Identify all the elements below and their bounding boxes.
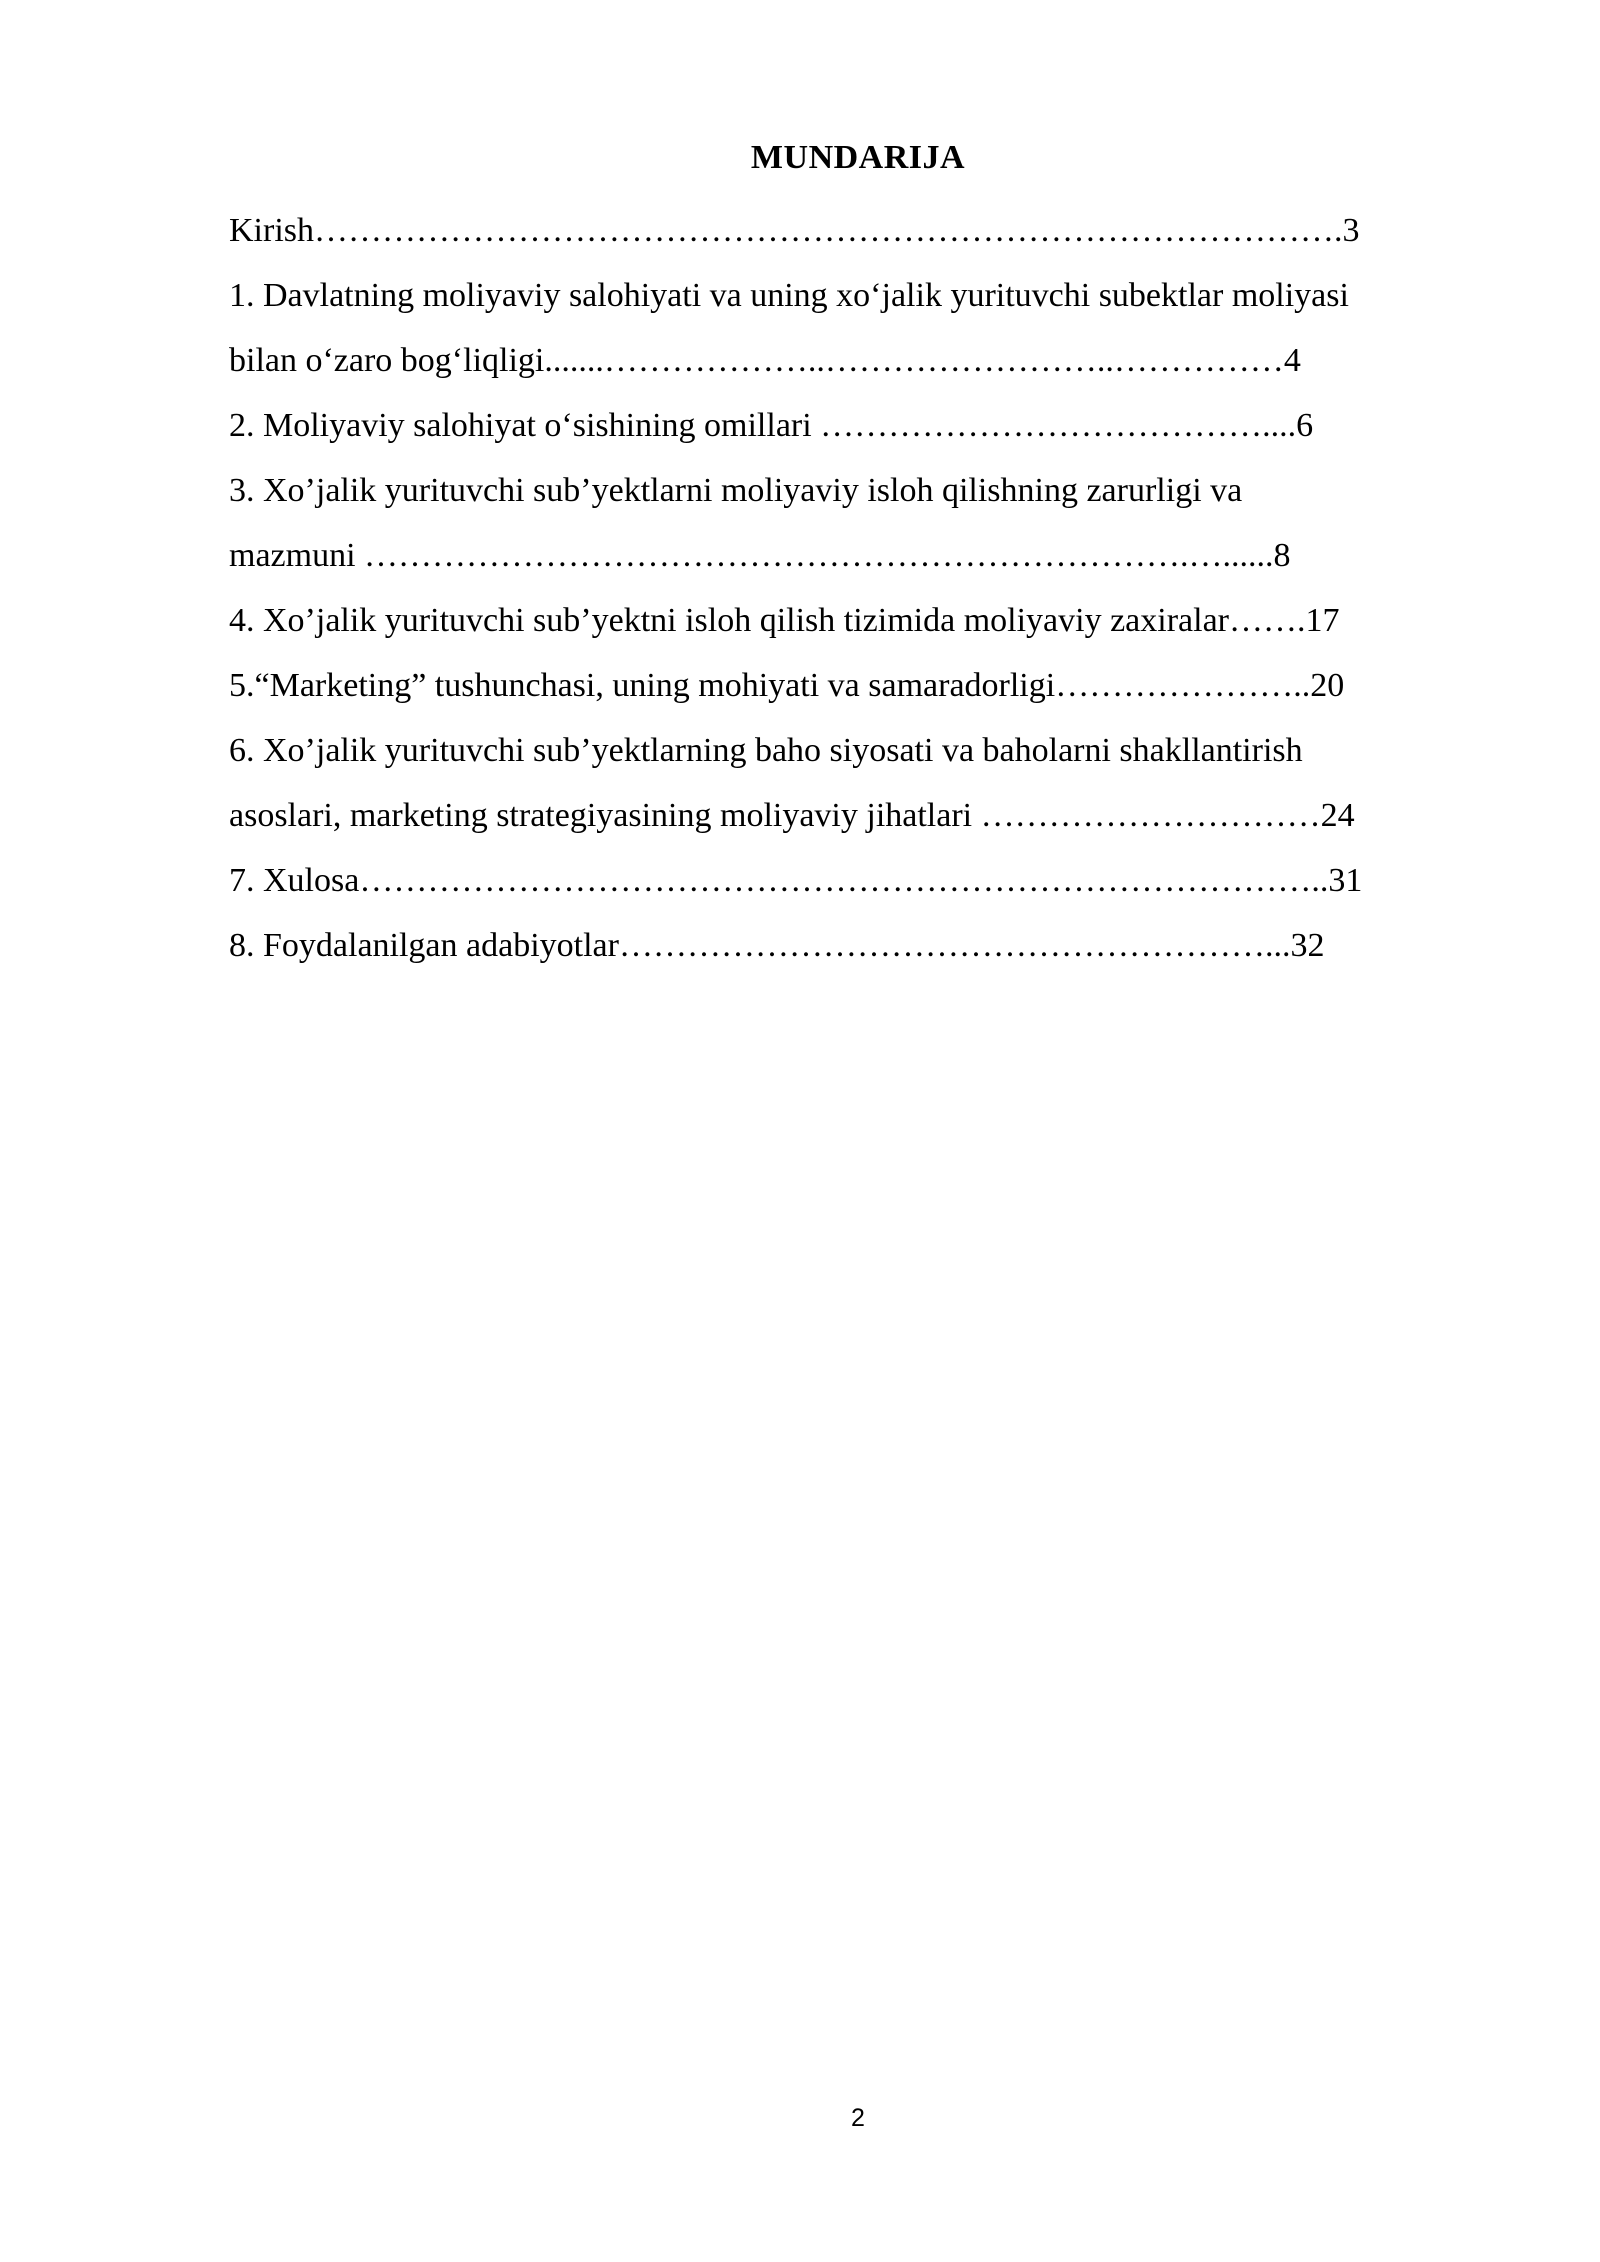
toc-line-8: 8. Foydalanilgan adabiyotlar…………………………………………………...32 — [229, 927, 1325, 964]
toc-line-6-part-2: asoslari, marketing strategiyasining moliyaviy jihatlari …………………………24 — [229, 797, 1355, 834]
toc-line-1-part-1: 1. Davlatning moliyaviy salohiyati va uning xo‘jalik yurituvchi subektlar moliyasi — [229, 277, 1349, 314]
page-number: 2 — [851, 2104, 865, 2132]
toc-line-kirish: Kirish……………………………………………………………………………….3 — [229, 212, 1360, 249]
toc-line-6-part-1: 6. Xo’jalik yurituvchi sub’yektlarning baho siyosati va baholarni shakllantirish — [229, 732, 1303, 769]
page-title: MUNDARIJA — [750, 139, 966, 176]
toc-line-3-part-2: mazmuni ……………………………………………………………….…......8 — [229, 537, 1291, 574]
toc-line-2: 2. Moliyaviy salohiyat o‘sishining omillari …………………………………....6 — [229, 407, 1314, 444]
toc-line-7: 7. Xulosa…………………………………………………………………………..31 — [229, 862, 1363, 899]
toc-line-4: 4. Xo’jalik yurituvchi sub’yektni isloh qilish tizimida moliyaviy zaxiralar…….17 — [229, 602, 1340, 639]
toc-line-1-part-2: bilan o‘zaro bog‘liqligi.......………………..……………………..……………4 — [229, 342, 1301, 379]
toc-line-3-part-1: 3. Xo’jalik yurituvchi sub’yektlarni moliyaviy isloh qilishning zarurligi va — [229, 472, 1243, 509]
table-of-contents — [229, 198, 1487, 978]
toc-line-5: 5.“Marketing” tushunchasi, uning mohiyati va samaradorligi…………………..20 — [229, 667, 1345, 704]
